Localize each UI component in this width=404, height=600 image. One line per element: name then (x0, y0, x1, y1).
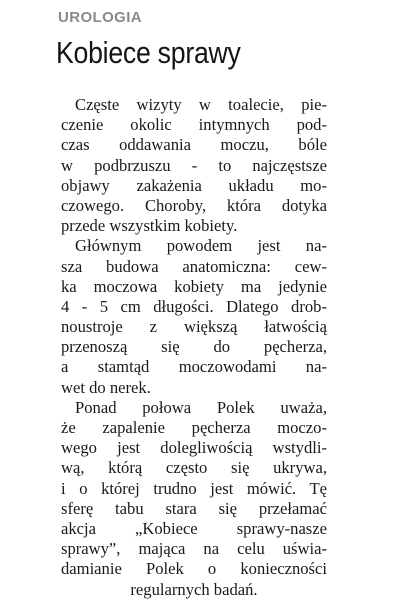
article-line: objawy zakażenia układu mo- (61, 175, 327, 195)
article-headline: Kobiece sprawy (56, 35, 241, 70)
article-line: wet do nerek. (61, 377, 151, 397)
article-line: regularnych badań. (130, 579, 258, 599)
article-line: przenoszą się do pęcherza, (61, 337, 327, 357)
article-line: a stamtąd moczowodami na- (61, 357, 327, 377)
article-line: noustroje z większą łatwością (61, 317, 327, 337)
article-line: wego jest dolegliwością wstydli- (61, 438, 327, 458)
article-line: przede wszystkim kobiety. (61, 216, 238, 236)
article-line: ka moczowa kobiety ma jedynie (61, 276, 327, 296)
article-line: damianie Polek o konieczności (61, 559, 327, 579)
article-line: sza budowa anatomiczna: cew- (61, 256, 327, 276)
article-line: sprawy”, mająca na celu uświa- (61, 539, 327, 559)
article-line: Częste wizyty w toalecie, pie- (75, 95, 327, 114)
article-line: Głównym powodem jest na- (75, 236, 327, 256)
article-line: sferę tabu stara się przełamać (61, 498, 327, 518)
article-line: Ponad połowa Polek uważa, (75, 397, 327, 417)
article-line: i o której trudno jest mówić. Tę (61, 478, 327, 498)
article-line: czowego. Choroby, która dotyka (61, 195, 327, 215)
article-line: czenie okolic intymnych pod- (61, 115, 327, 135)
article-line: że zapalenie pęcherza moczo- (61, 418, 327, 437)
article-body (61, 95, 327, 600)
article-line: w podbrzuszu - to najczęstsze (61, 155, 327, 175)
article-line: akcja „Kobiece sprawy-nasze (61, 518, 327, 538)
article-line: 4 - 5 cm długości. Dlatego drob- (61, 296, 327, 316)
article-line: czas oddawania moczu, bóle (61, 135, 327, 155)
article-line: wą, którą często się ukrywa, (61, 458, 327, 478)
section-category: UROLOGIA (58, 9, 143, 26)
